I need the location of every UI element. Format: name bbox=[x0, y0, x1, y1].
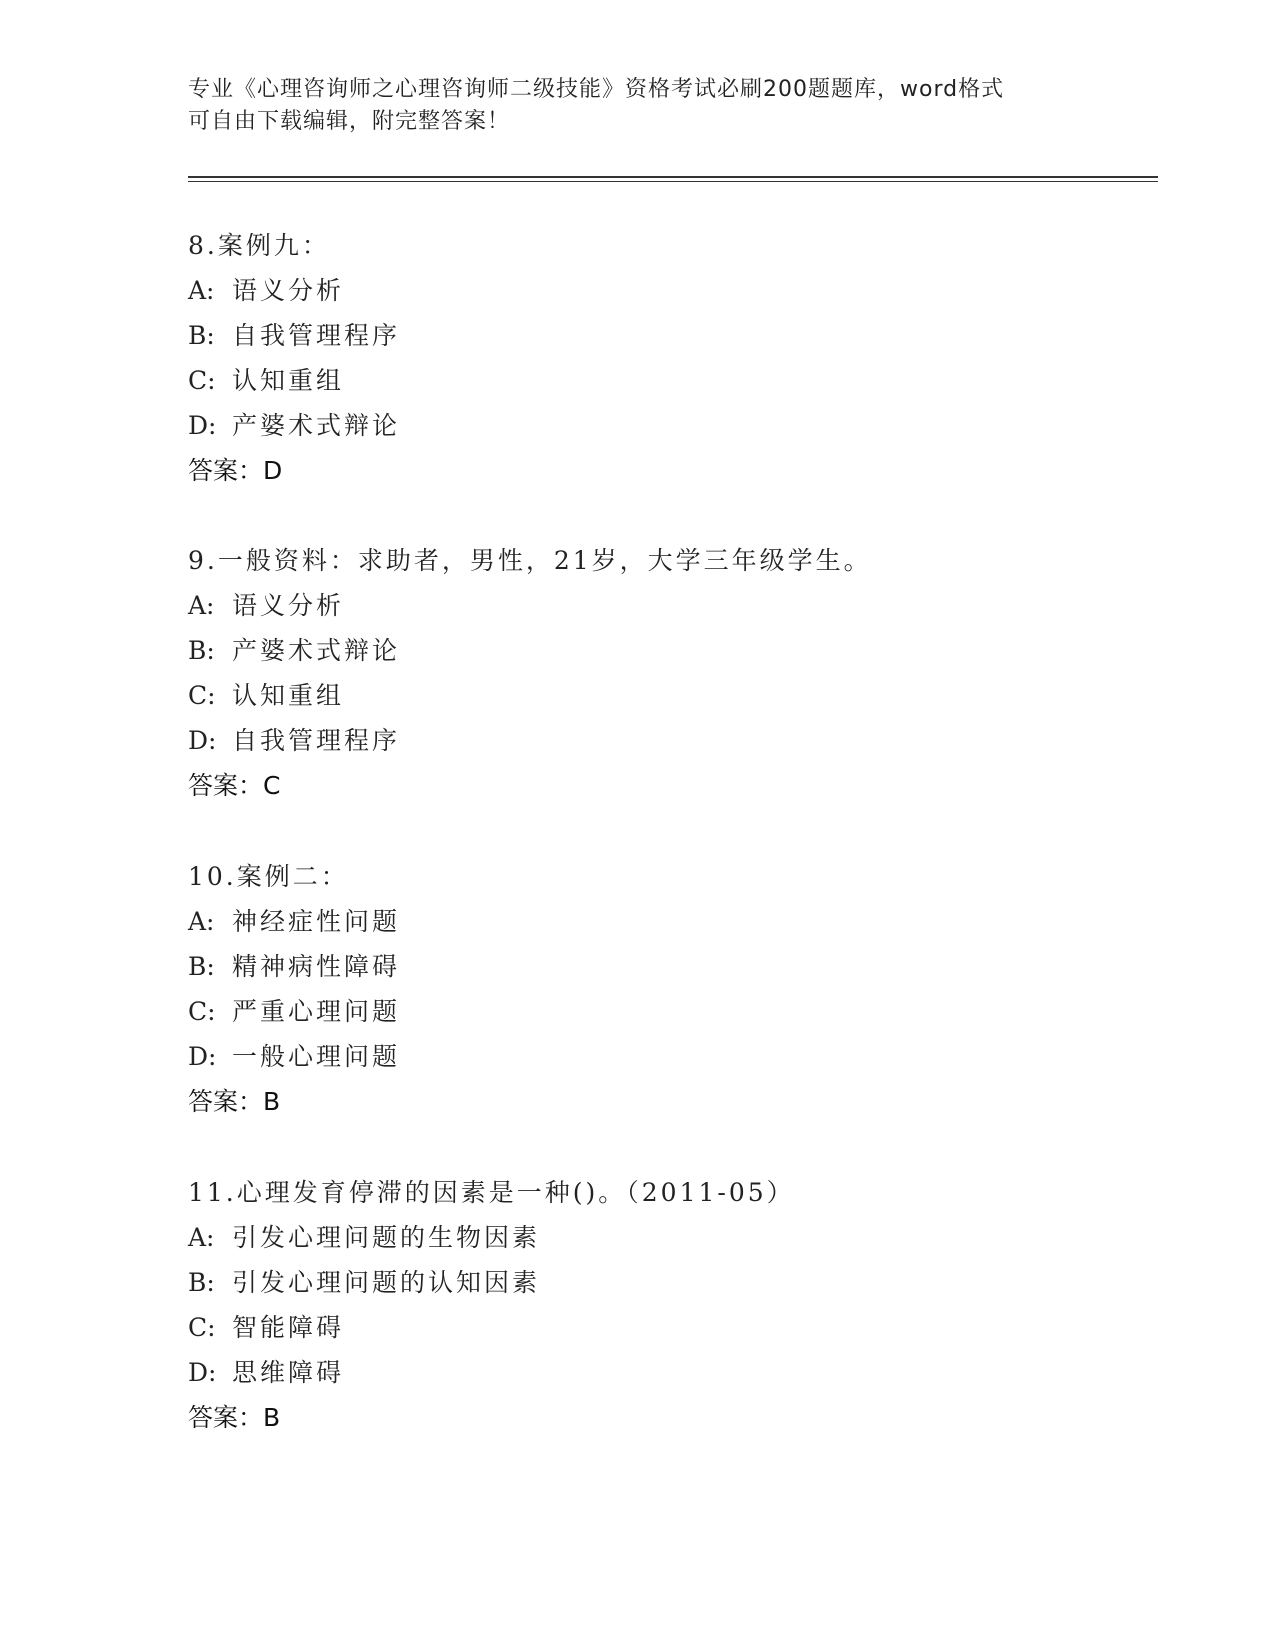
option-key: C: bbox=[188, 681, 216, 710]
question-11 bbox=[188, 1170, 1138, 1440]
option-text: 思维障碍 bbox=[232, 1358, 345, 1387]
option-a bbox=[188, 583, 1138, 628]
question-9 bbox=[188, 538, 1138, 808]
option-c bbox=[188, 989, 1138, 1034]
option-text: 语义分析 bbox=[232, 276, 345, 305]
option-text: 引发心理问题的生物因素 bbox=[232, 1223, 541, 1252]
option-text: 引发心理问题的认知因素 bbox=[232, 1268, 541, 1297]
option-b bbox=[188, 1260, 1138, 1305]
option-key: D: bbox=[188, 411, 217, 440]
option-text: 产婆术式辩论 bbox=[232, 411, 401, 440]
option-c bbox=[188, 1305, 1138, 1350]
option-key: D: bbox=[188, 1042, 217, 1071]
option-b bbox=[188, 628, 1138, 673]
question-stem: 9.一般资料：求助者，男性，21岁，大学三年级学生。 bbox=[188, 546, 872, 575]
option-key: B: bbox=[188, 952, 215, 981]
option-a bbox=[188, 268, 1138, 313]
header-line-2: 可自由下载编辑，附完整答案！ bbox=[188, 109, 511, 134]
option-text: 语义分析 bbox=[232, 591, 345, 620]
option-text: 神经症性问题 bbox=[232, 907, 401, 936]
question-8 bbox=[188, 223, 1138, 493]
option-text: 认知重组 bbox=[232, 366, 345, 395]
option-key: C: bbox=[188, 997, 216, 1026]
option-d bbox=[188, 403, 1138, 448]
option-a bbox=[188, 899, 1138, 944]
answer-line: 答案：B bbox=[188, 1403, 281, 1432]
option-d bbox=[188, 1350, 1138, 1395]
option-key: D: bbox=[188, 1358, 217, 1387]
option-text: 一般心理问题 bbox=[232, 1042, 401, 1071]
header-divider-thick bbox=[188, 176, 1158, 178]
option-c bbox=[188, 358, 1138, 403]
answer-line: 答案：D bbox=[188, 456, 283, 485]
answer-line: 答案：B bbox=[188, 1087, 281, 1116]
option-key: C: bbox=[188, 1313, 216, 1342]
option-key: B: bbox=[188, 636, 215, 665]
option-text: 精神病性障碍 bbox=[232, 952, 401, 981]
option-key: B: bbox=[188, 1268, 215, 1297]
option-key: A: bbox=[188, 907, 215, 936]
header-line-1: 专业《心理咨询师之心理咨询师二级技能》资格考试必刷200题题库，word格式 bbox=[188, 77, 1005, 102]
question-stem: 11.心理发育停滞的因素是一种()。（2011-05） bbox=[188, 1178, 795, 1207]
option-text: 智能障碍 bbox=[232, 1313, 345, 1342]
option-key: C: bbox=[188, 366, 216, 395]
option-key: B: bbox=[188, 321, 215, 350]
option-text: 严重心理问题 bbox=[232, 997, 401, 1026]
option-key: D: bbox=[188, 726, 217, 755]
option-c bbox=[188, 673, 1138, 718]
option-b bbox=[188, 313, 1138, 358]
question-10 bbox=[188, 854, 1138, 1124]
answer-line: 答案：C bbox=[188, 771, 281, 800]
document-header bbox=[188, 74, 1088, 138]
option-text: 产婆术式辩论 bbox=[232, 636, 401, 665]
option-text: 自我管理程序 bbox=[232, 726, 401, 755]
question-stem: 10.案例二： bbox=[188, 862, 349, 891]
option-b bbox=[188, 944, 1138, 989]
question-stem: 8.案例九： bbox=[188, 231, 330, 260]
option-key: A: bbox=[188, 591, 215, 620]
option-d bbox=[188, 718, 1138, 763]
option-key: A: bbox=[188, 276, 215, 305]
option-key: A: bbox=[188, 1223, 215, 1252]
option-text: 认知重组 bbox=[232, 681, 345, 710]
option-d bbox=[188, 1034, 1138, 1079]
header-divider-thin bbox=[188, 181, 1158, 182]
option-a bbox=[188, 1215, 1138, 1260]
option-text: 自我管理程序 bbox=[232, 321, 401, 350]
